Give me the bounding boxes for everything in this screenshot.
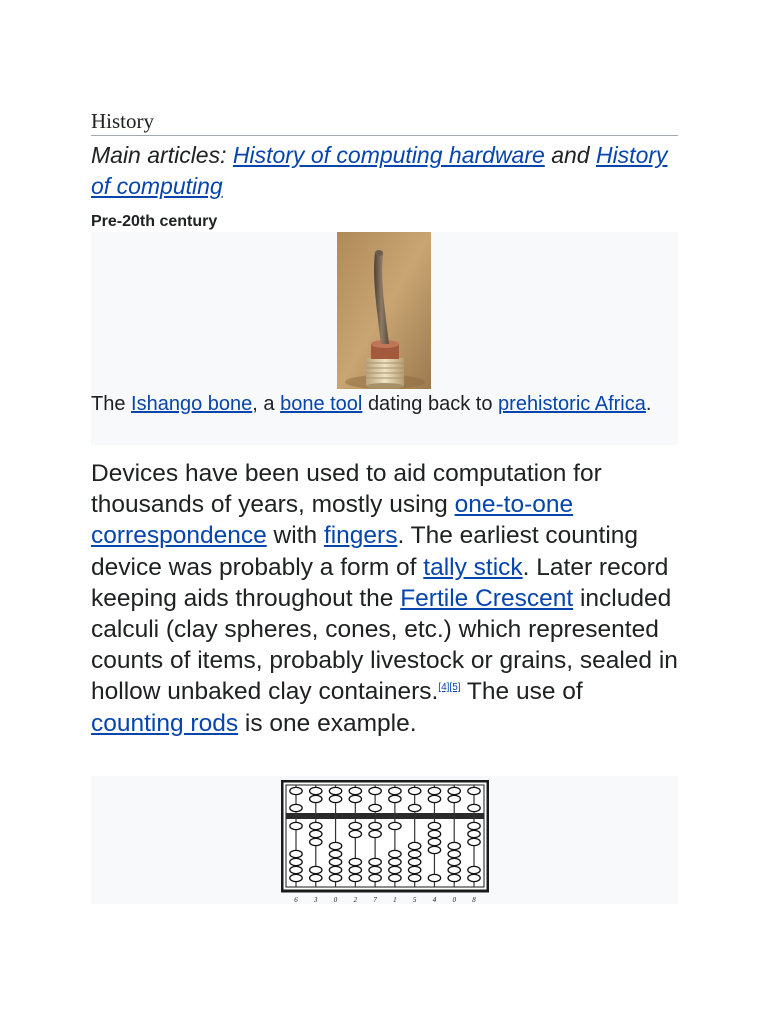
link-history-of-computing-hardware[interactable]: History of computing hardware: [232, 142, 545, 168]
abacus-bead: [310, 866, 322, 873]
abacus-bead: [448, 842, 460, 849]
link-prehistoric-africa[interactable]: prehistoric Africa: [498, 393, 646, 415]
abacus-bead: [468, 874, 480, 881]
abacus-bead: [448, 787, 460, 794]
abacus-bead: [448, 858, 460, 865]
abacus-bead: [468, 804, 480, 811]
abacus-bead: [349, 787, 361, 794]
abacus-bead: [389, 822, 401, 829]
link-fingers[interactable]: fingers: [323, 522, 398, 550]
abacus-bead: [329, 874, 341, 881]
hatnote-prefix: Main articles:: [91, 142, 227, 168]
body-paragraph: Devices have been used to aid computation for thousands of years, mostly using one-to-one correspondence with fingers. The earliest counting device was probably a form of tally stick. Later record keeping aids throughout the Fertile Crescent included calculi (clay spheres, cones, etc.) which represented counts of items, probably livestock or grains, sealed in hollow unbaked clay containers.[4][5] The use of counting rods is one example.: [91, 460, 678, 737]
link-one-to-one-correspondence[interactable]: one-to-one correspondence: [91, 491, 574, 550]
abacus-bead: [310, 795, 322, 802]
figure-ishango-bone: [91, 232, 678, 445]
abacus-bead: [389, 866, 401, 873]
abacus-bead: [408, 866, 420, 873]
abacus-bead: [408, 787, 420, 794]
abacus-bead: [448, 874, 460, 881]
abacus-bead: [349, 874, 361, 881]
abacus-bead: [389, 787, 401, 794]
abacus-bead: [369, 858, 381, 865]
abacus-bead: [290, 866, 302, 873]
abacus-bead: [310, 830, 322, 837]
abacus-bead: [329, 858, 341, 865]
abacus-digit: 0: [452, 896, 456, 904]
link-ishango-bone[interactable]: Ishango bone: [131, 393, 253, 415]
abacus-bead: [310, 787, 322, 794]
abacus-bead: [310, 822, 322, 829]
abacus-bead: [369, 874, 381, 881]
abacus-bead: [468, 822, 480, 829]
abacus-digit: 3: [314, 896, 318, 904]
abacus-bead: [349, 822, 361, 829]
abacus-bead: [369, 866, 381, 873]
figure-abacus: [91, 776, 678, 904]
hatnote: [91, 140, 678, 202]
abacus-digit-row: [294, 896, 476, 904]
abacus-bead: [329, 842, 341, 849]
abacus-bead: [329, 850, 341, 857]
abacus-bead: [448, 795, 460, 802]
reference-link-4[interactable]: [4]: [438, 682, 450, 694]
abacus-bead: [448, 866, 460, 873]
link-fertile-crescent[interactable]: Fertile Crescent: [400, 584, 574, 612]
link-bone-tool[interactable]: bone tool: [280, 393, 363, 415]
abacus-digit: 4: [432, 896, 437, 904]
link-history-of-computing[interactable]: History of computing: [91, 142, 668, 199]
abacus-bead: [428, 822, 440, 829]
subheading-pre-20th-century: Pre-20th century: [91, 213, 218, 230]
abacus-bead: [408, 874, 420, 881]
abacus-bead: [369, 830, 381, 837]
abacus-digit: 7: [373, 896, 377, 904]
abacus-bead: [349, 795, 361, 802]
abacus-bead: [290, 787, 302, 794]
abacus-bead: [468, 787, 480, 794]
abacus-bead: [428, 787, 440, 794]
abacus-bead: [468, 866, 480, 873]
abacus-bead: [290, 822, 302, 829]
abacus-bead: [349, 858, 361, 865]
abacus-bead: [408, 804, 420, 811]
abacus-bead: [428, 838, 440, 845]
abacus-bead: [468, 830, 480, 837]
abacus-bead: [448, 850, 460, 857]
abacus-digit: 1: [393, 896, 397, 904]
reference-link-5[interactable]: [5]: [449, 682, 461, 694]
abacus-bead: [290, 850, 302, 857]
reference-superscript: [438, 682, 460, 693]
abacus-bead: [369, 804, 381, 811]
figure-caption: The Ishango bone, a bone tool dating back to prehistoric Africa.: [91, 393, 652, 415]
section-heading: History: [91, 108, 678, 136]
abacus-bead: [389, 850, 401, 857]
abacus-bead: [349, 866, 361, 873]
abacus-bead: [329, 866, 341, 873]
link-counting-rods[interactable]: counting rods: [91, 709, 239, 737]
abacus-digit: 2: [353, 896, 358, 904]
abacus-digit: 5: [412, 896, 417, 904]
abacus-bead: [428, 830, 440, 837]
abacus-digit: 8: [472, 896, 476, 904]
abacus-bead: [290, 874, 302, 881]
abacus-bead: [428, 846, 440, 853]
abacus-bead: [408, 842, 420, 849]
abacus-bead: [389, 874, 401, 881]
abacus-bead: [389, 858, 401, 865]
abacus-bead: [389, 795, 401, 802]
abacus-bead: [290, 858, 302, 865]
abacus-image[interactable]: [281, 780, 489, 904]
abacus-bead: [310, 838, 322, 845]
abacus-bead: [369, 787, 381, 794]
abacus-bead: [329, 787, 341, 794]
ishango-bone-image[interactable]: [337, 232, 431, 389]
abacus-digit: 0: [333, 896, 338, 904]
abacus-bead: [468, 838, 480, 845]
abacus-bead: [428, 795, 440, 802]
abacus-bead: [290, 804, 302, 811]
link-tally-stick[interactable]: tally stick: [423, 553, 523, 581]
abacus-bead: [369, 822, 381, 829]
abacus-bead: [310, 874, 322, 881]
abacus-bead: [408, 858, 420, 865]
hatnote-conjunction: and: [551, 142, 590, 168]
abacus-bead: [349, 830, 361, 837]
abacus-bead: [329, 795, 341, 802]
abacus-bead: [408, 850, 420, 857]
abacus-digit: 6: [294, 896, 298, 904]
abacus-bead: [428, 874, 440, 881]
